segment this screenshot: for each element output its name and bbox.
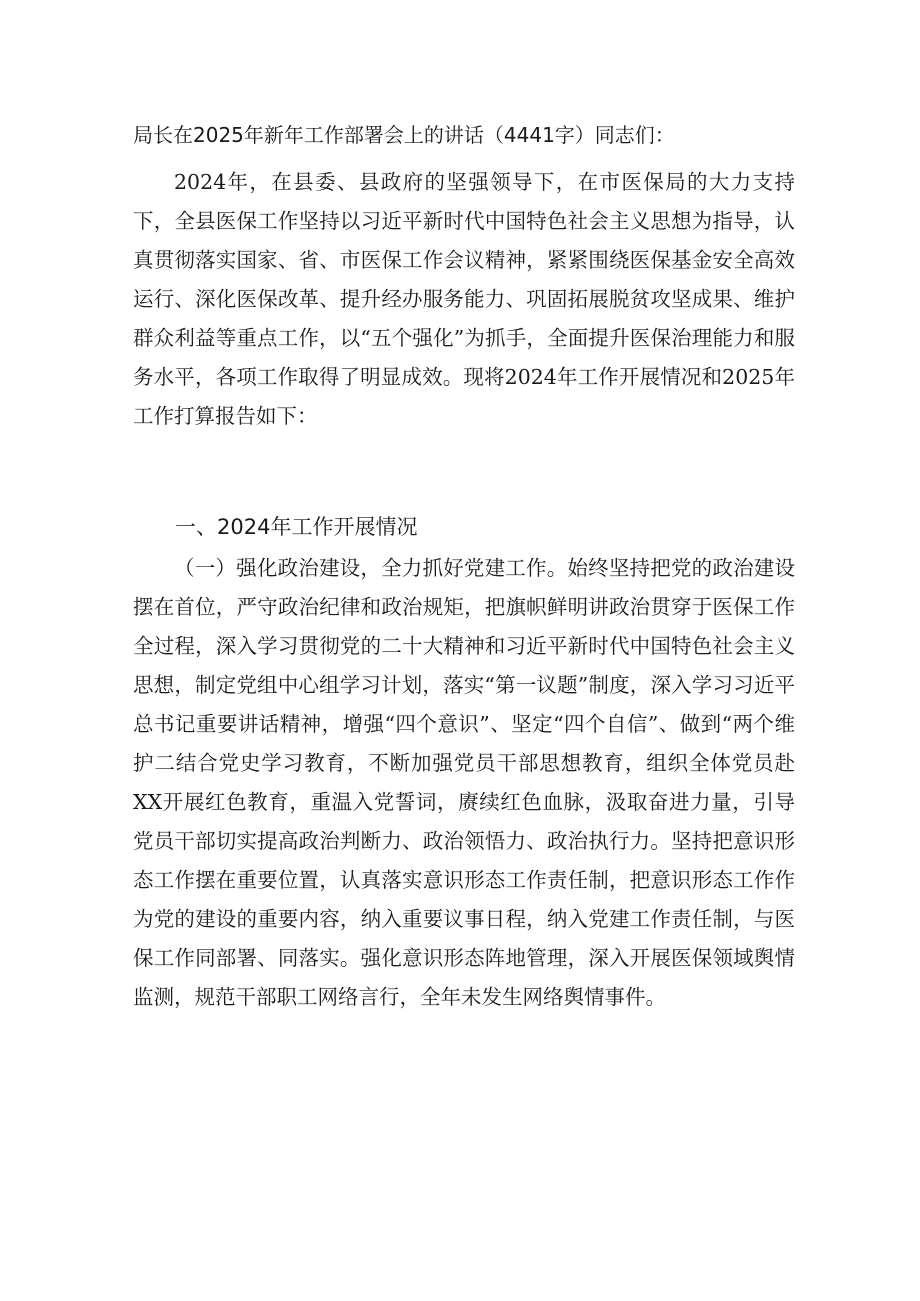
section-paragraph: （一）强化政治建设，全力抓好党建工作。始终坚持把党的政治建设摆在首位，严守政治纪律和政治规矩，把旗帜鲜明讲政治贯穿于医保工作全过程，深入学习贯彻党的二十大精神和习近平新时代中国特色社会主义思想，制定党组中心组学习计划，落实“第一议题”制度，深入学习习近平总书记重要讲话精神，增强“四个意识”、坚定“四个自信”、做到“两个维护二结合党史学习教育，不断加强党员干部思想教育，组织全体党员赴XX开展红色教育，重温入党誓词，赓续红色血脉，汲取奋进力量，引导党员干部切实提高政治判断力、政治领悟力、政治执行力。坚持把意识形态工作摆在重要位置，认真落实意识形态工作责任制，把意识形态工作作为党的建设的重要内容，纳入重要议事日程，纳入党建工作责任制，与医保工作同部署、同落实。强化意识形态阵地管理，深入开展医保领域舆情监测，规范干部职工网络言行，全年未发生网络舆情事件。 [133,556,795,1009]
salutation: 同志们： [594,123,675,147]
intro-paragraph: 2024年，在县委、县政府的坚强领导下，在市医保局的大力支持下，全县医保工作坚持以习近平新时代中国特色社会主义思想为指导，认真贯彻落实国家、省、市医保工作会议精神，紧紧围绕医保基金安全高效运行、深化医保改革、提升经办服务能力、巩固拓展脱贫攻坚成果、维护群众利益等重点工作，以“五个强化”为抓手，全面提升医保治理能力和服务水平，各项工作取得了明显成效。现将2024年工作开展情况和2025年工作打算报告如下： [133,170,795,428]
section-heading: 一、2024年工作开展情况 [175,515,418,539]
title-line [133,118,833,152]
document-title: 局长在2025年新年工作部署会上的讲话（4441字） [133,123,595,147]
